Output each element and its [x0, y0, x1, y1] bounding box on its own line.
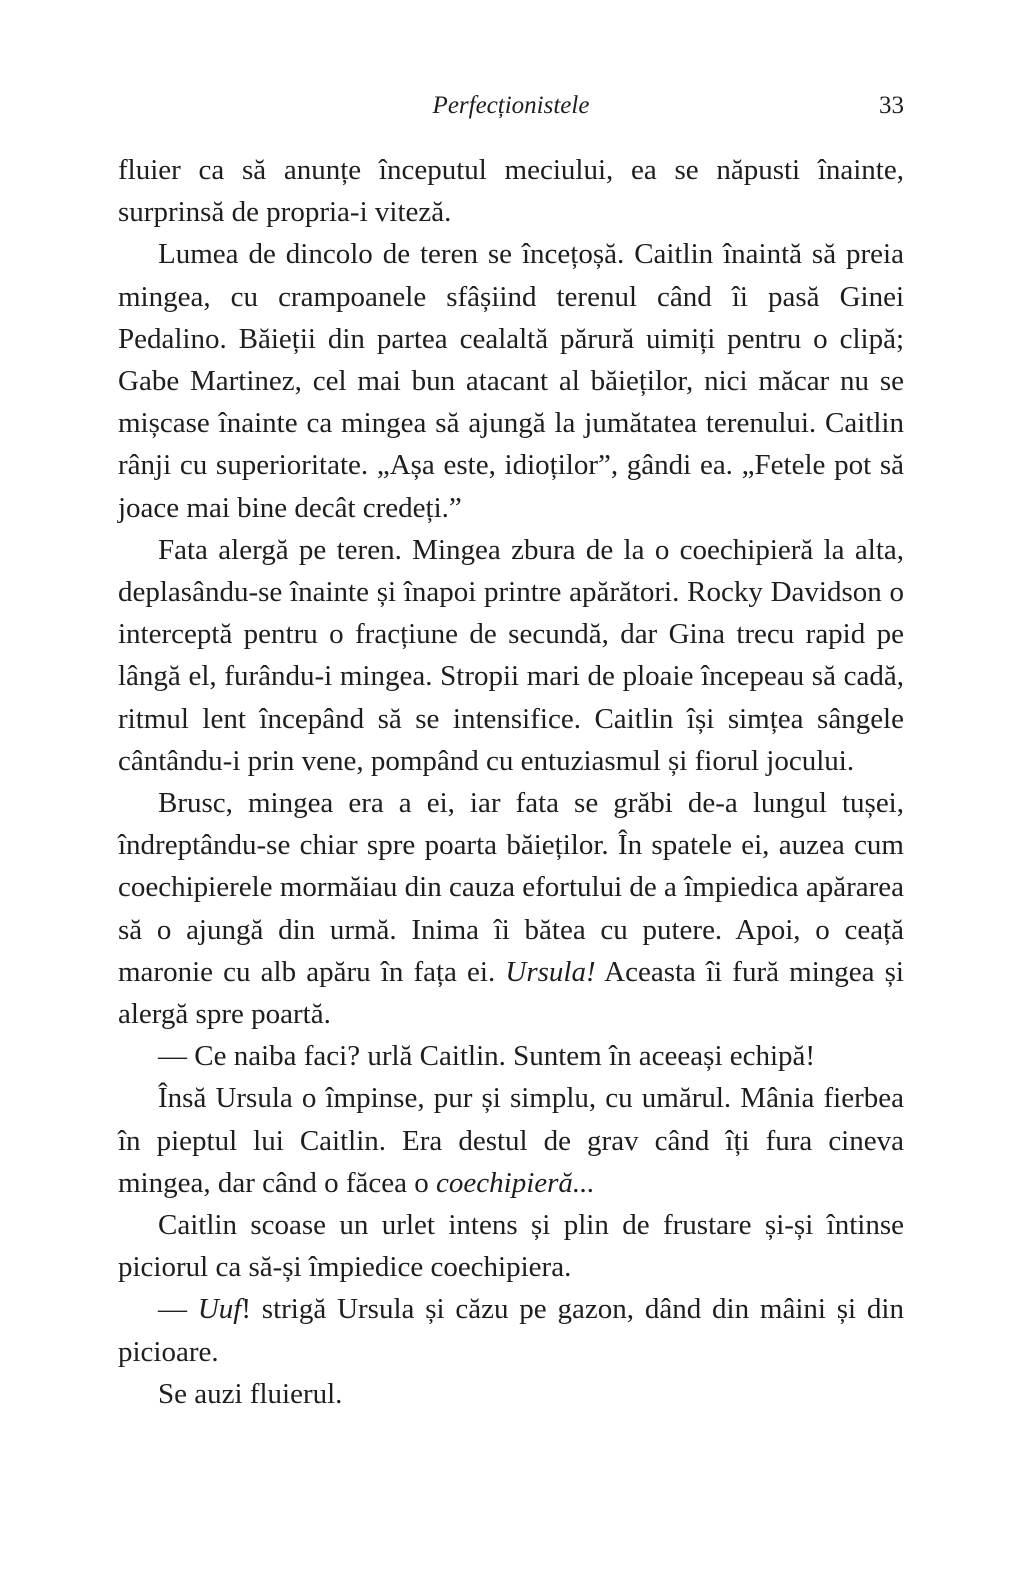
text-segment: Se auzi fluierul. — [158, 1377, 343, 1410]
text-segment: Lumea de dincolo de teren se încețoșă. Caitlin înaintă să preia mingea, cu crampoanele sfâșiind terenul când îi pasă Ginei Pedalino. Băieții din partea cealaltă părură uimiți pentru o clipă; Gabe Martinez, cel mai bun atacant al băieților, nici măcar nu se mișcase înainte ca mingea să ajungă la jumătatea terenului. Caitlin rânji cu superioritate. „Așa este, idioților”, gândi ea. „Fetele pot să joace mai bine decât credeți.” — [118, 238, 904, 524]
dialogue-paragraph — [118, 1035, 904, 1077]
text-segment: — — [158, 1293, 198, 1326]
text-segment: Brusc, mingea era a ei, iar fata se grăbi de-a lungul tușei, îndreptându-se chiar spre poarta băieților. În spatele ei, auzea cum coechipierele mormăiau din cauza efortului de a împiedica apărarea să o ajungă din urmă. Inima îi bătea cu putere. Apoi, o ceață maronie cu alb apăru în fața ei. — [118, 787, 904, 988]
page-number: 33 — [879, 92, 904, 119]
italic-text-segment: Ursula! — [505, 955, 596, 988]
italic-text-segment: coechipieră... — [436, 1166, 595, 1199]
running-title: Perfecționistele — [432, 92, 590, 119]
text-segment: fluier ca să anunțe începutul meciului, ea se năpusti înainte, surprinsă de propria-i viteză. — [118, 154, 904, 229]
paragraph — [118, 233, 904, 528]
text-segment: Caitlin scoase un urlet intens și plin de frustare și-și întinse piciorul ca să-și împiedice coechipiera. — [118, 1209, 904, 1284]
paragraph — [118, 529, 904, 782]
body-text — [118, 149, 904, 1415]
text-segment: Însă Ursula o împinse, pur și simplu, cu umărul. Mânia fierbea în pieptul lui Caitlin. Era destul de grav când îți fura cineva mingea, dar când o făcea o — [118, 1082, 904, 1199]
text-segment: — Ce naiba faci? urlă Caitlin. Suntem în aceeași echipă! — [158, 1040, 816, 1073]
text-segment: Fata alergă pe teren. Mingea zbura de la o coechipieră la alta, deplasându-se înainte și înapoi printre apărători. Rocky Davidson o interceptă pentru o fracțiune de secundă, dar Gina trecu rapid pe lângă el, furându-i mingea. Stropii mari de ploaie începeau să cadă, ritmul lent începând să se intensifice. Caitlin își simțea sângele cântându-i prin vene, pompând cu entuziasmul și fiorul jocului. — [118, 533, 904, 777]
text-segment: ! strigă Ursula și căzu pe gazon, dând din mâini și din picioare. — [118, 1293, 904, 1368]
dialogue-paragraph — [118, 1288, 904, 1372]
italic-text-segment: Uuf — [197, 1293, 242, 1326]
text-segment: Aceasta îi fură mingea și alergă spre poartă. — [118, 955, 904, 1031]
paragraph — [118, 782, 904, 1035]
paragraph — [118, 1077, 904, 1204]
running-head — [118, 88, 904, 124]
paragraph — [118, 1204, 904, 1288]
paragraph — [118, 149, 904, 233]
paragraph — [118, 1373, 904, 1415]
